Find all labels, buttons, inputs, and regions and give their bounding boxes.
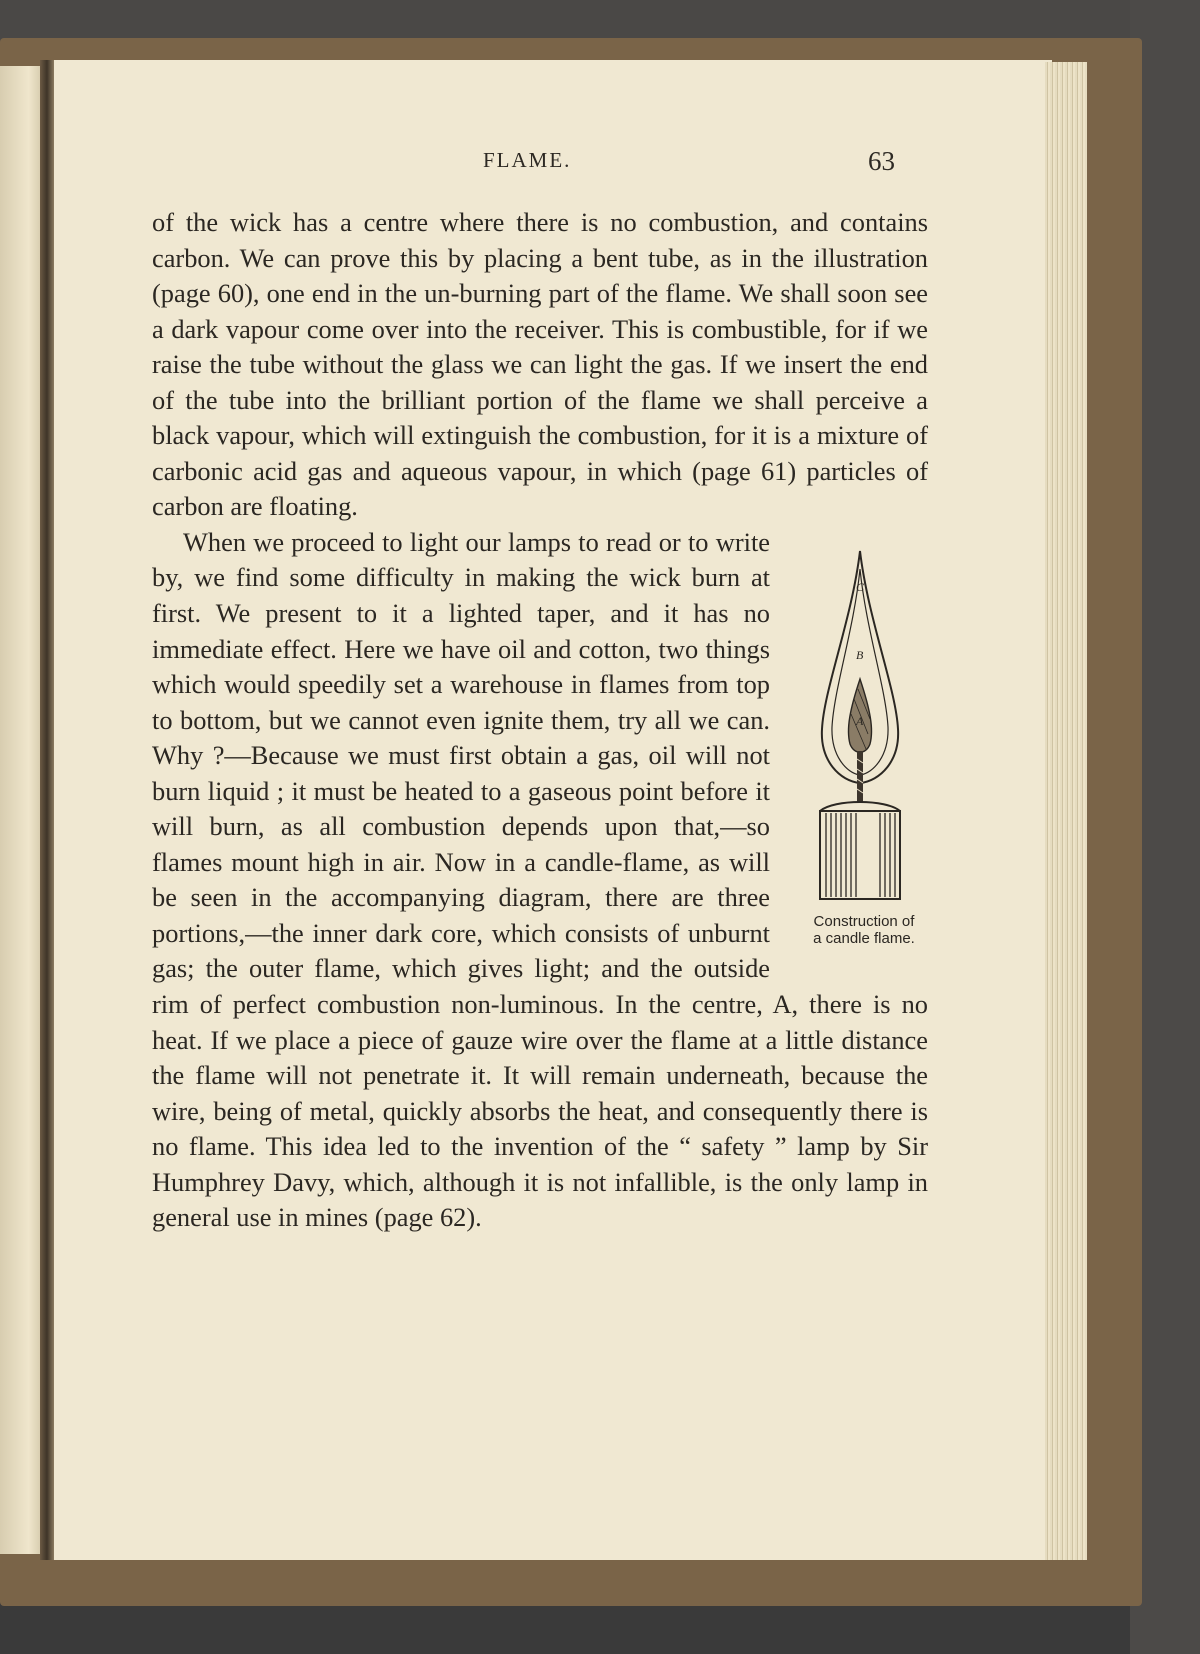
- paragraph: When we proceed to light our lamps to read or to write by, we find some difficulty in making the wick burn at first. We present to it a lighted taper, and it has no immediate effect. Here we have oil and cotton, two things which would speedily set a warehouse in flames from top to bottom, but we cannot even ignite them, try all we can. Why ?—Because we must first obtain a gas, oil will not burn liquid ; it must be heated to a gaseous point before it will burn, as all combustion depends upon that,—so flames mount high in air. Now in a candle-flame, as will be seen in the accompanying diagram, there are three portions,—the inner dark core, which consists of unburnt gas; the outer flame, which gives light; and the outside rim of perfect combustion non-luminous. In the centre, A, there is no heat. If we place a piece of gauze wire over the flame at a little distance the flame will not penetrate it. It will remain underneath, because the wire, being of metal, quickly absorbs the heat, and consequently there is no flame. This idea led to the invention of the “ safety ” lamp by Sir Humphrey Davy, which, although it is not infallible, is the only lamp in general use in mines (page 62).: [152, 526, 928, 1233]
- label-b: B: [856, 647, 864, 662]
- paragraph: of the wick has a centre where there is no combustion, and contains carbon. We can prove this by placing a bent tube, as in the illustration (page 60), one end in the un-burning part of the flame. We shall soon see a dark vapour come over into the receiver. This is combustible, for if we raise the tube without the glass we can light the gas. If we insert the end of the tube into the brilliant portion of the flame we shall perceive a black vapour, which will extinguish the combustion, for it is a mixture of carbonic acid gas and aqueous vapour, in which (page 61) particles of carbon are floating.: [152, 207, 928, 522]
- candle-shading: [826, 813, 895, 897]
- running-head: FLAME.: [483, 148, 572, 172]
- book-gutter: [40, 60, 54, 1560]
- candle-body: [820, 811, 900, 899]
- candle-flame-figure: [784, 529, 944, 983]
- figure-caption: [784, 913, 944, 947]
- page-number: 63: [868, 146, 895, 176]
- page-block-edges: [1045, 62, 1087, 1560]
- label-a: A: [856, 713, 864, 728]
- page-header: [0, 148, 1200, 188]
- candle-flame-illustration: [784, 529, 944, 909]
- caption-line: a candle flame.: [813, 929, 915, 947]
- caption-line: Construction of: [813, 912, 915, 930]
- candle-top: [820, 802, 900, 811]
- label-c: C: [856, 579, 865, 594]
- wick: [857, 751, 863, 803]
- body-text: [152, 205, 928, 1236]
